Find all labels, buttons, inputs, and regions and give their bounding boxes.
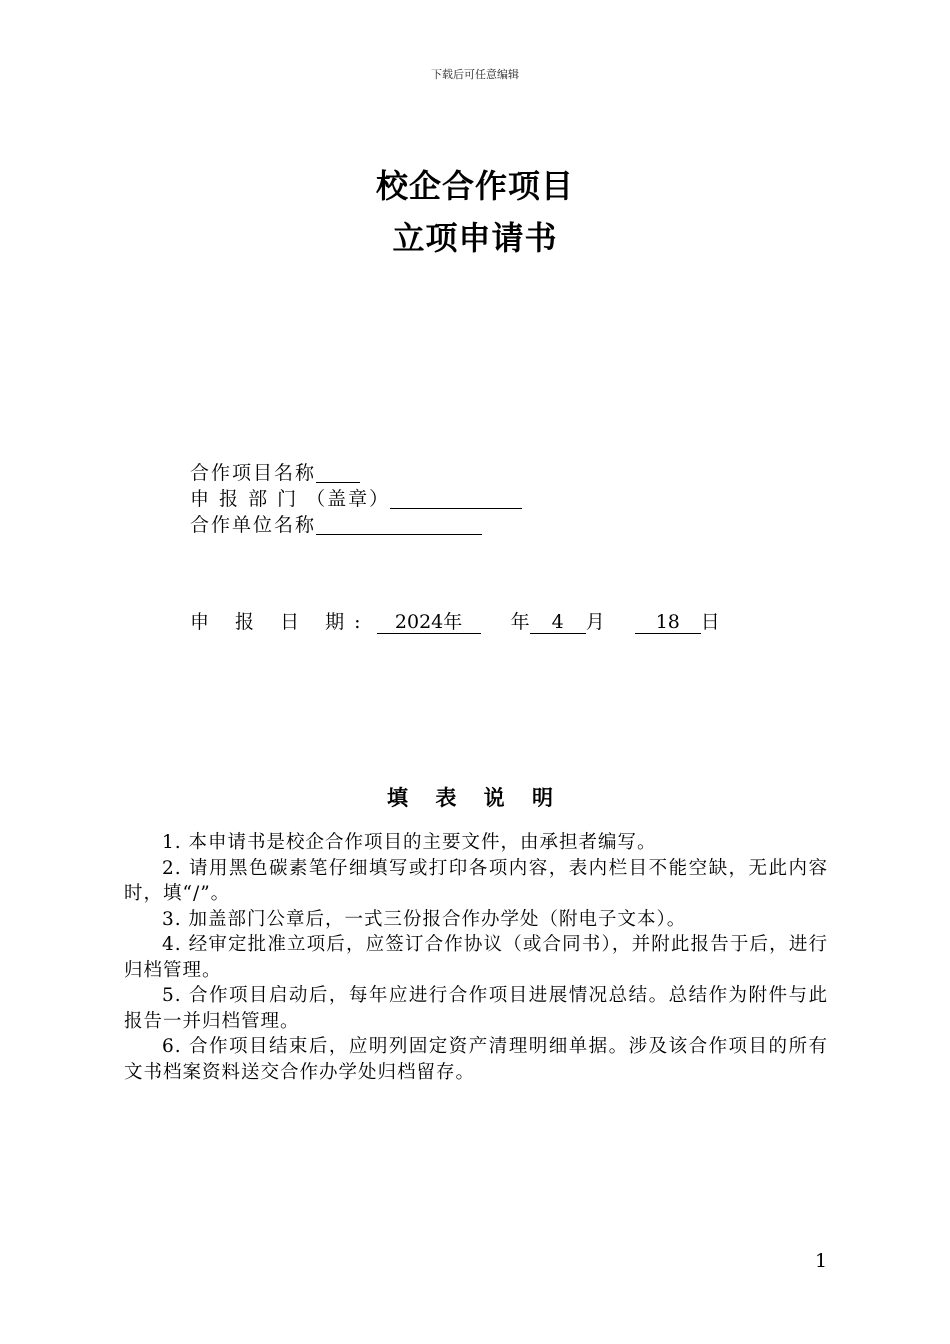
date-year[interactable]: 2024年 bbox=[377, 611, 481, 634]
page-number: 1 bbox=[815, 1250, 828, 1272]
instruction-item: 6. 合作项目结束后，应明列固定资产清理明细单据。涉及该合作项目的所有文书档案资料送交合作办学处归档留存。 bbox=[124, 1036, 828, 1083]
instruction-item: 5. 合作项目启动后，每年应进行合作项目进展情况总结。总结作为附件与此报告一并归档管理。 bbox=[124, 985, 828, 1032]
document-title-line1: 校企合作项目 bbox=[375, 167, 574, 205]
application-date bbox=[190, 609, 720, 635]
document-title-line2: 立项申请书 bbox=[392, 219, 558, 257]
date-day-char: 日 bbox=[700, 611, 720, 633]
project-name-label: 合作项目名称 bbox=[190, 462, 317, 484]
date-day[interactable]: 18 bbox=[635, 611, 701, 634]
department-label: 申 报 部 门 （盖章） bbox=[190, 488, 391, 510]
instructions-title: 填 表 说 明 bbox=[387, 785, 563, 810]
instruction-item: 4. 经审定批准立项后，应签订合作协议（或合同书），并附此报告于后，进行归档管理。 bbox=[124, 934, 828, 981]
project-name-blank[interactable] bbox=[316, 462, 360, 483]
date-month-char: 月 bbox=[585, 611, 605, 633]
instruction-item: 3. 加盖部门公章后，一式三份报合作办学处（附电子文本）。 bbox=[162, 908, 687, 930]
partner-label: 合作单位名称 bbox=[190, 514, 317, 536]
instruction-item: 1. 本申请书是校企合作项目的主要文件，由承担者编写。 bbox=[162, 832, 657, 853]
partner-blank[interactable] bbox=[316, 514, 482, 535]
instructions-list bbox=[124, 830, 828, 1085]
instruction-item: 2. 请用黑色碳素笔仔细填写或打印各项内容，表内栏目不能空缺，无此内容时，填“/”。 bbox=[124, 857, 828, 904]
department-blank[interactable] bbox=[390, 488, 522, 509]
date-label: 申 报 日 期: bbox=[190, 611, 371, 633]
header-note: 下载后可任意编辑 bbox=[431, 68, 519, 81]
date-year-char: 年 bbox=[510, 611, 530, 633]
date-month[interactable]: 4 bbox=[530, 611, 586, 634]
department-field bbox=[190, 486, 522, 512]
project-name-field bbox=[190, 460, 360, 486]
partner-field bbox=[190, 512, 482, 538]
